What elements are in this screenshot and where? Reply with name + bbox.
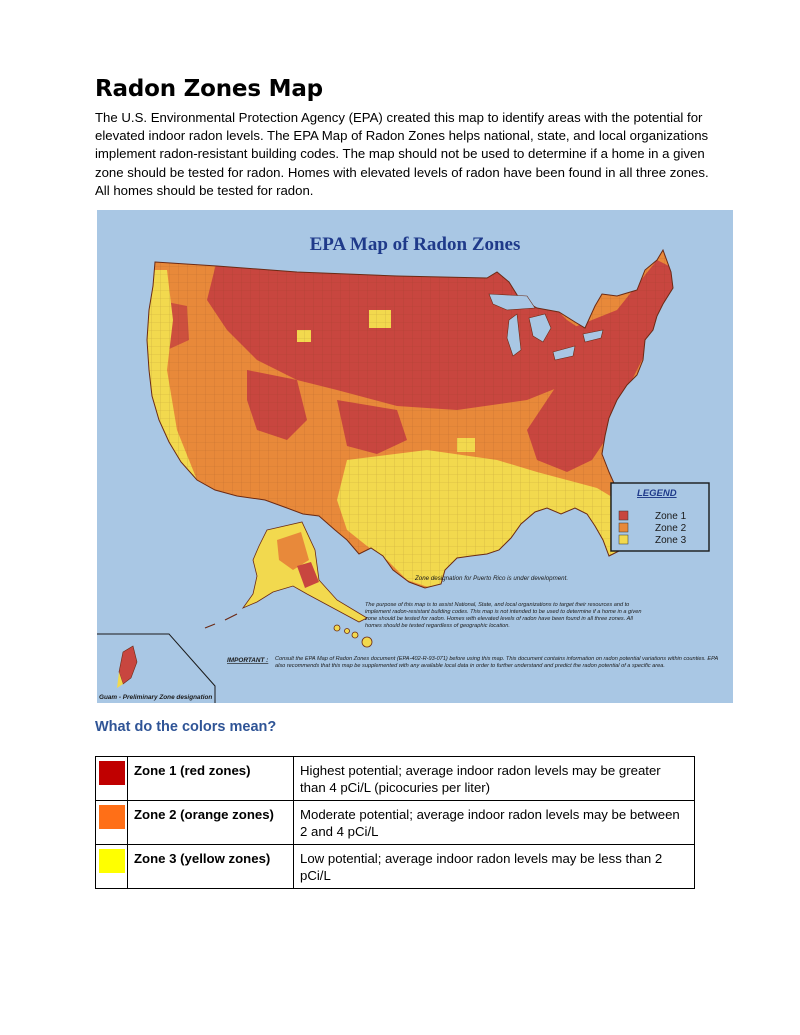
radon-zones-map [97,210,733,703]
zone-name: Zone 2 (orange zones) [128,801,294,845]
legend-label-zone-3: Zone 3 [655,535,687,546]
zone-description: Low potential; average indoor radon levels may be less than 2 pCi/L [294,845,695,889]
legend-swatch-zone-3 [619,535,628,544]
important-label: IMPORTANT : [227,657,269,664]
legend-label-zone-2: Zone 2 [655,523,687,534]
important-note: Consult the EPA Map of Radon Zones document (EPA-402-R-93-071) before using this map. This document contains information on radon potential variations within counties. EPA also recommends that this map be supplemented with any available local data in order to further understand and predict the radon potential of a specific area. [275,656,718,669]
guam-note: Guam - Preliminary Zone designation [99,694,213,701]
legend-swatch-zone-2 [619,523,628,532]
zone-description: Highest potential; average indoor radon levels may be greater than 4 pCi/L (picocuries per liter) [294,757,695,801]
page-title: Radon Zones Map [95,76,323,102]
zone-2-swatch [99,805,125,829]
intro-paragraph: The U.S. Environmental Protection Agency (EPA) created this map to identify areas with the potential for elevated indoor radon levels. The EPA Map of Radon Zones helps national, state, and local organizations implement radon-resistant building codes. The map should not be used to determine if a home in a given zone should be tested for radon. Homes with elevated levels of radon have been found in all three zones. All homes should be tested for radon. [95,110,709,198]
map-title: EPA Map of Radon Zones [309,234,521,255]
colors-subheading: What do the colors mean? [95,719,277,735]
legend-label-zone-1: Zone 1 [655,511,687,522]
zone-3-swatch [99,849,125,873]
table-row [96,801,695,845]
map-legend [611,483,709,551]
table-row [96,757,695,801]
zone-1-swatch [99,761,125,785]
zone-description: Moderate potential; average indoor radon levels may be between 2 and 4 pCi/L [294,801,695,845]
purpose-note: The purpose of this map is to assist National, State, and local organizations to target their resources and to implement radon-resistant building codes. This map is not intended to be used to determine if a home in a given zone should be tested for radon. Homes with elevated levels of radon have been found in all three zones. All homes should be tested regardless of geographic location. [365,602,642,629]
zone-name: Zone 1 (red zones) [128,757,294,801]
legend-title: LEGEND [637,488,677,499]
legend-swatch-zone-1 [619,511,628,520]
alaska-shape [205,522,367,628]
zone-name: Zone 3 (yellow zones) [128,845,294,889]
puerto-rico-note: Zone designation for Puerto Rico is under development. [415,575,569,582]
table-row [96,845,695,889]
zones-table [95,756,695,889]
guam-inset [97,634,215,703]
